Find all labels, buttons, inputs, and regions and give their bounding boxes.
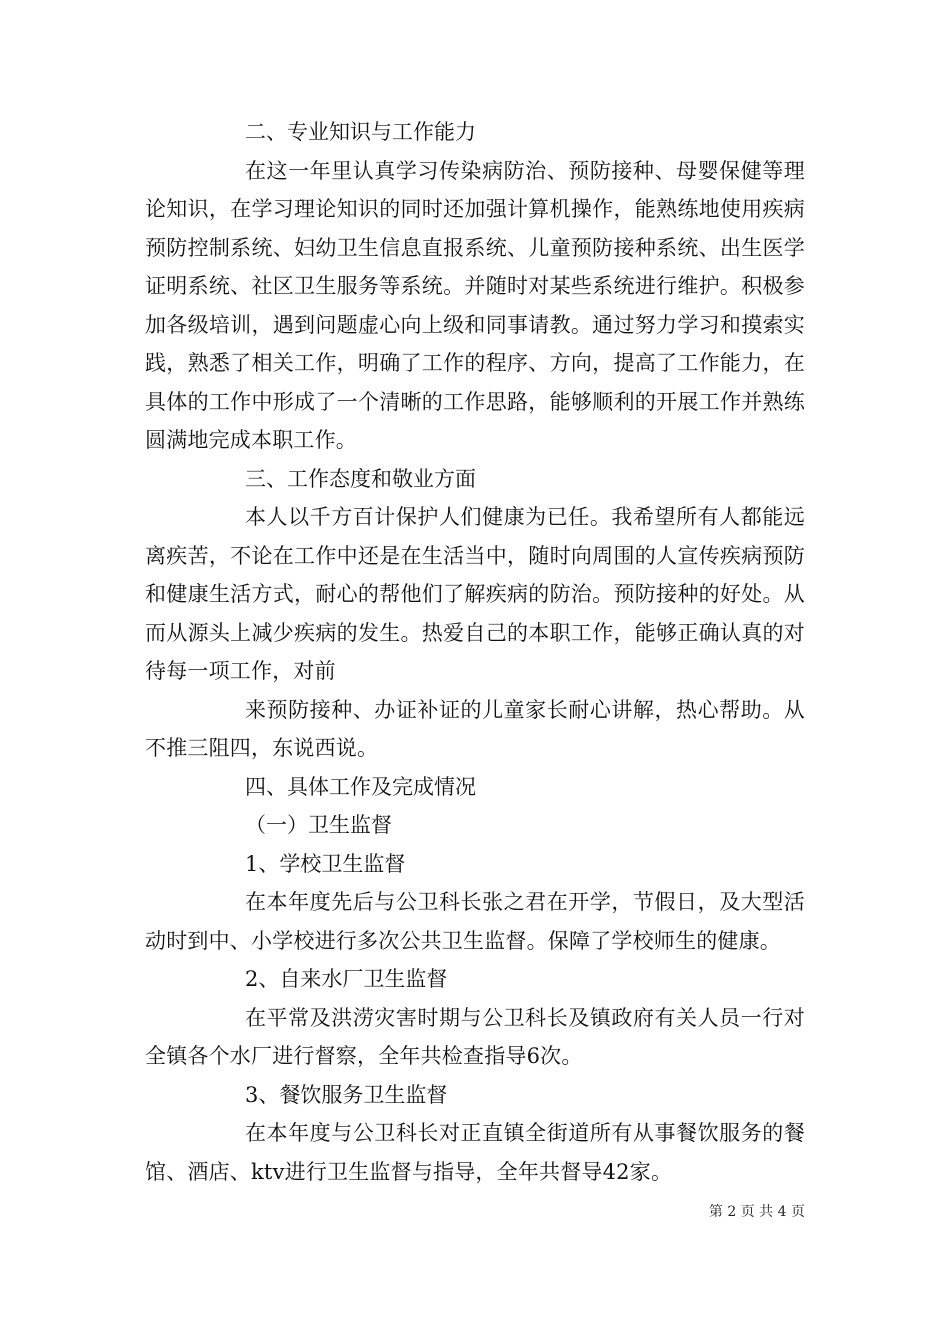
paragraph-knowledge: 在这一年里认真学习传染病防治、预防接种、母婴保健等理论知识，在学习理论知识的同时还加强计算机操作，能熟练地使用疾病预防控制系统、妇幼卫生信息直报系统、儿童预防接种系统、出生医学证明系统、社区卫生服务等系统。并随时对某些系统进行维护。积极参加各级培训，遇到问题虚心向上级和同事请教。通过努力学习和摸索实践，熟悉了相关工作，明确了工作的程序、方向，提高了工作能力，在具体的工作中形成了一个清晰的工作思路，能够顺利的开展工作并熟练圆满地完成本职工作。 <box>145 158 805 452</box>
paragraph-attitude: 本人以千方百计保护人们健康为已任。我希望所有人都能远离疾苦，不论在工作中还是在生活当中，随时向周围的人宣传疾病预防和健康生活方式，耐心的帮他们了解疾病的防治。预防接种的好处。从而从源头上减少疾病的发生。热爱自己的本职工作，能够正确认真的对待每一项工作，对前 <box>145 505 805 683</box>
paragraph-school: 在本年度先后与公卫科长张之君在开学，节假日，及大型活动时到中、小学校进行多次公共卫生监督。保障了学校师生的健康。 <box>145 890 805 953</box>
paragraph-attitude-continued: 来预防接种、办证补证的儿童家长耐心讲解，热心帮助。从不推三阻四，东说西说。 <box>145 697 805 760</box>
subsection-heading-hygiene: （一）卫生监督 <box>245 813 392 837</box>
item-heading-waterworks: 2、自来水厂卫生监督 <box>245 967 448 991</box>
paragraph-waterworks: 在平常及洪涝灾害时期与公卫科长及镇政府有关人员一行对全镇各个水厂进行督察，全年共检查指导6次。 <box>145 1005 805 1068</box>
document-body <box>145 113 805 1191</box>
section-heading-4: 四、具体工作及完成情况 <box>245 774 476 799</box>
section-heading-3: 三、工作态度和敬业方面 <box>245 466 476 491</box>
item-heading-school: 1、学校卫生监督 <box>245 851 406 876</box>
page-number: 第 2 页 共 4 页 <box>708 1204 805 1220</box>
paragraph-catering: 在本年度与公卫科长对正直镇全街道所有从事餐饮服务的餐馆、酒店、ktv进行卫生监督与指导，全年共督导42家。 <box>145 1121 805 1184</box>
item-heading-catering: 3、餐饮服务卫生监督 <box>245 1082 448 1107</box>
section-heading-2: 二、专业知识与工作能力 <box>245 120 476 144</box>
